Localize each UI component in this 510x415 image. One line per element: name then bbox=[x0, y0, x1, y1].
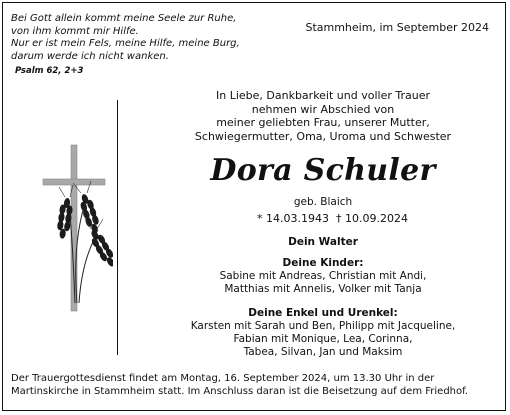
psalm-line-1: Bei Gott allein kommt meine Seele zur Ruhe, bbox=[11, 13, 237, 24]
obituary-notice bbox=[2, 2, 506, 411]
death-date: † 10.09.2024 bbox=[336, 212, 408, 225]
psalm-line-3: Nur er ist mein Fels, meine Hilfe, meine Burg, bbox=[11, 38, 240, 49]
children-heading: Deine Kinder: bbox=[282, 257, 364, 269]
husband-name: Dein Walter bbox=[288, 236, 358, 248]
psalm-reference: Psalm 62, 2+3 bbox=[15, 66, 84, 76]
psalm-line-4: darum werde ich nicht wanken. bbox=[11, 50, 169, 62]
birth-name: geb. Blaich bbox=[293, 196, 353, 208]
intro-line-2: nehmen wir Abschied von bbox=[251, 102, 395, 116]
children-line-2: Matthias mit Annelis, Volker mit Tanja bbox=[224, 283, 422, 295]
psalm-line-2: von ihm kommt mir Hilfe. bbox=[11, 25, 139, 37]
birth-date: * 14.03.1943 bbox=[257, 212, 329, 225]
grandchildren-heading: Deine Enkel und Urenkel: bbox=[248, 307, 398, 319]
footer-line-2: Martinskirche in Stammheim statt. Im Anschluss daran ist die Beisetzung auf dem Friedhof. bbox=[11, 386, 469, 397]
cross-with-wheat-icon bbox=[33, 143, 113, 313]
children-line-1: Sabine mit Andreas, Christian mit Andi, bbox=[219, 270, 427, 282]
footer-line-1: Der Trauergottesdienst findet am Montag, 16. September 2024, um 13.30 Uhr in der bbox=[11, 373, 435, 384]
intro-line-4: Schwiegermutter, Oma, Uroma und Schwester bbox=[194, 129, 452, 143]
grandchildren-line-3: Tabea, Silvan, Jan und Maksim bbox=[243, 346, 403, 358]
place-date: Stammheim, im September 2024 bbox=[305, 21, 489, 34]
vertical-divider bbox=[117, 100, 118, 355]
grandchildren-line-1: Karsten mit Sarah und Ben, Philipp mit Jacqueline, bbox=[190, 320, 456, 332]
deceased-name: Dora Schuler bbox=[210, 153, 436, 188]
grandchildren-line-2: Fabian mit Monique, Lea, Corinna, bbox=[233, 333, 413, 345]
intro-line-1: In Liebe, Dankbarkeit und voller Trauer bbox=[215, 89, 430, 102]
intro-line-3: meiner geliebten Frau, unserer Mutter, bbox=[216, 116, 430, 129]
